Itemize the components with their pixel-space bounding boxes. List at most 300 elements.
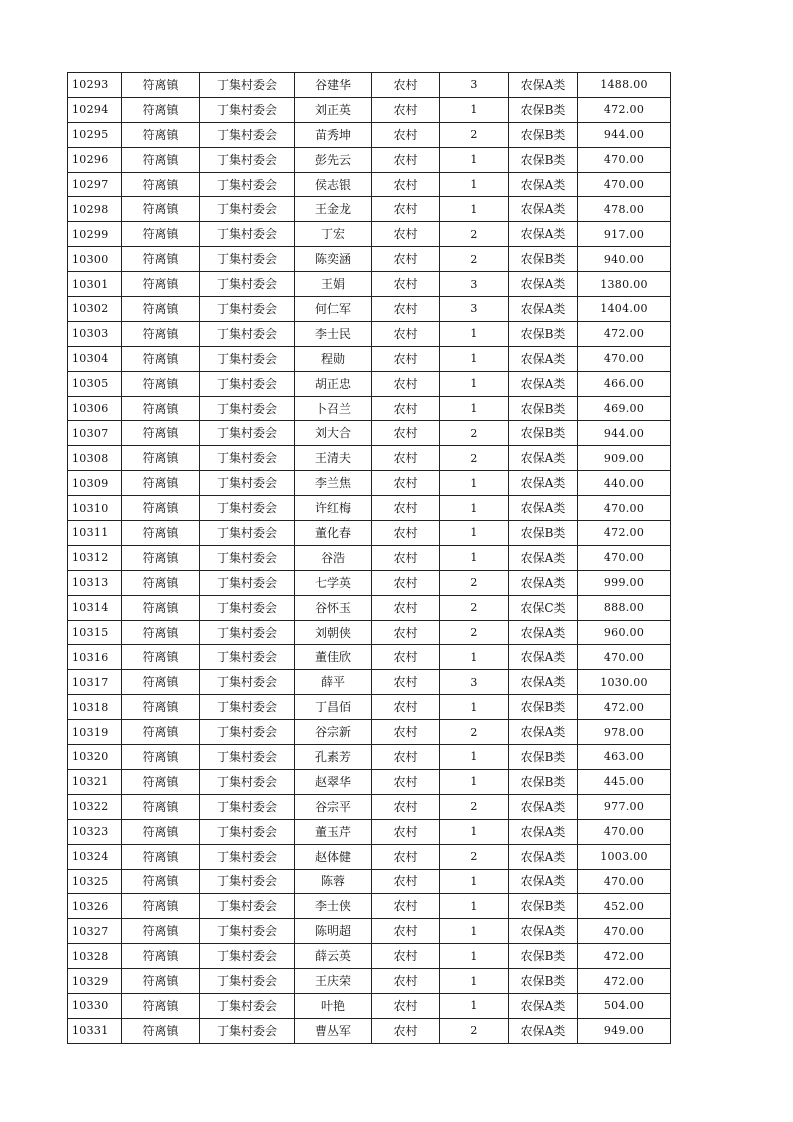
record-id-cell: 10317 (68, 670, 122, 695)
table-row (68, 645, 671, 670)
insurance-category-cell: 农保A类 (509, 297, 578, 322)
insurance-category-cell: 农保A类 (509, 869, 578, 894)
member-count-cell: 1 (440, 396, 509, 421)
record-id-cell: 10315 (68, 620, 122, 645)
village-committee-cell: 丁集村委会 (200, 122, 295, 147)
village-committee-cell: 丁集村委会 (200, 645, 295, 670)
member-count-cell: 1 (440, 321, 509, 346)
household-type-cell: 农村 (372, 73, 440, 98)
amount-cell: 978.00 (578, 720, 671, 745)
amount-cell: 478.00 (578, 197, 671, 222)
amount-cell: 472.00 (578, 944, 671, 969)
town-cell: 符离镇 (122, 321, 200, 346)
name-cell: 何仁军 (295, 297, 372, 322)
town-cell: 符离镇 (122, 371, 200, 396)
insurance-category-cell: 农保B类 (509, 944, 578, 969)
table-row (68, 993, 671, 1018)
name-cell: 彭先云 (295, 147, 372, 172)
member-count-cell: 1 (440, 97, 509, 122)
insurance-category-cell: 农保B类 (509, 396, 578, 421)
household-type-cell: 农村 (372, 794, 440, 819)
amount-cell: 466.00 (578, 371, 671, 396)
insurance-category-cell: 农保A类 (509, 570, 578, 595)
insurance-category-cell: 农保B类 (509, 147, 578, 172)
name-cell: 谷建华 (295, 73, 372, 98)
member-count-cell: 1 (440, 969, 509, 994)
record-id-cell: 10300 (68, 247, 122, 272)
table-row (68, 545, 671, 570)
amount-cell: 472.00 (578, 695, 671, 720)
household-type-cell: 农村 (372, 396, 440, 421)
record-id-cell: 10329 (68, 969, 122, 994)
household-type-cell: 农村 (372, 769, 440, 794)
village-committee-cell: 丁集村委会 (200, 944, 295, 969)
village-committee-cell: 丁集村委会 (200, 521, 295, 546)
member-count-cell: 1 (440, 894, 509, 919)
table-row (68, 570, 671, 595)
town-cell: 符离镇 (122, 919, 200, 944)
village-committee-cell: 丁集村委会 (200, 819, 295, 844)
name-cell: 王娟 (295, 272, 372, 297)
household-type-cell: 农村 (372, 147, 440, 172)
insurance-category-cell: 农保B类 (509, 321, 578, 346)
member-count-cell: 1 (440, 172, 509, 197)
amount-cell: 472.00 (578, 97, 671, 122)
household-type-cell: 农村 (372, 993, 440, 1018)
table-row (68, 720, 671, 745)
town-cell: 符离镇 (122, 769, 200, 794)
record-id-cell: 10295 (68, 122, 122, 147)
town-cell: 符离镇 (122, 421, 200, 446)
table-row (68, 670, 671, 695)
village-committee-cell: 丁集村委会 (200, 844, 295, 869)
name-cell: 叶艳 (295, 993, 372, 1018)
village-committee-cell: 丁集村委会 (200, 446, 295, 471)
household-type-cell: 农村 (372, 670, 440, 695)
town-cell: 符离镇 (122, 222, 200, 247)
record-id-cell: 10296 (68, 147, 122, 172)
town-cell: 符离镇 (122, 720, 200, 745)
town-cell: 符离镇 (122, 172, 200, 197)
record-id-cell: 10304 (68, 346, 122, 371)
insurance-category-cell: 农保A类 (509, 993, 578, 1018)
village-committee-cell: 丁集村委会 (200, 620, 295, 645)
town-cell: 符离镇 (122, 147, 200, 172)
beneficiary-table (67, 72, 671, 1044)
name-cell: 曹丛军 (295, 1018, 372, 1043)
village-committee-cell: 丁集村委会 (200, 73, 295, 98)
town-cell: 符离镇 (122, 446, 200, 471)
record-id-cell: 10303 (68, 321, 122, 346)
name-cell: 苗秀坤 (295, 122, 372, 147)
table-row (68, 147, 671, 172)
table-row (68, 844, 671, 869)
insurance-category-cell: 农保A类 (509, 197, 578, 222)
table-row (68, 745, 671, 770)
household-type-cell: 农村 (372, 545, 440, 570)
member-count-cell: 2 (440, 570, 509, 595)
insurance-category-cell: 农保A类 (509, 545, 578, 570)
table-row (68, 197, 671, 222)
name-cell: 许红梅 (295, 496, 372, 521)
member-count-cell: 1 (440, 197, 509, 222)
household-type-cell: 农村 (372, 894, 440, 919)
record-id-cell: 10326 (68, 894, 122, 919)
village-committee-cell: 丁集村委会 (200, 794, 295, 819)
insurance-category-cell: 农保A类 (509, 720, 578, 745)
insurance-category-cell: 农保A类 (509, 471, 578, 496)
amount-cell: 960.00 (578, 620, 671, 645)
record-id-cell: 10324 (68, 844, 122, 869)
table-row (68, 321, 671, 346)
record-id-cell: 10312 (68, 545, 122, 570)
amount-cell: 472.00 (578, 321, 671, 346)
table-row (68, 122, 671, 147)
village-committee-cell: 丁集村委会 (200, 197, 295, 222)
table-row (68, 371, 671, 396)
amount-cell: 999.00 (578, 570, 671, 595)
record-id-cell: 10310 (68, 496, 122, 521)
table-row (68, 73, 671, 98)
amount-cell: 470.00 (578, 496, 671, 521)
insurance-category-cell: 农保A类 (509, 371, 578, 396)
household-type-cell: 农村 (372, 1018, 440, 1043)
town-cell: 符离镇 (122, 894, 200, 919)
amount-cell: 944.00 (578, 122, 671, 147)
record-id-cell: 10308 (68, 446, 122, 471)
village-committee-cell: 丁集村委会 (200, 421, 295, 446)
village-committee-cell: 丁集村委会 (200, 720, 295, 745)
table-row (68, 919, 671, 944)
member-count-cell: 1 (440, 521, 509, 546)
table-row (68, 97, 671, 122)
town-cell: 符离镇 (122, 471, 200, 496)
insurance-category-cell: 农保B类 (509, 421, 578, 446)
record-id-cell: 10323 (68, 819, 122, 844)
household-type-cell: 农村 (372, 745, 440, 770)
name-cell: 程勋 (295, 346, 372, 371)
record-id-cell: 10313 (68, 570, 122, 595)
household-type-cell: 农村 (372, 720, 440, 745)
member-count-cell: 3 (440, 73, 509, 98)
name-cell: 李兰焦 (295, 471, 372, 496)
insurance-category-cell: 农保B类 (509, 894, 578, 919)
record-id-cell: 10309 (68, 471, 122, 496)
household-type-cell: 农村 (372, 521, 440, 546)
member-count-cell: 2 (440, 421, 509, 446)
amount-cell: 470.00 (578, 645, 671, 670)
town-cell: 符离镇 (122, 819, 200, 844)
insurance-category-cell: 农保A类 (509, 819, 578, 844)
table-row (68, 769, 671, 794)
name-cell: 陈明超 (295, 919, 372, 944)
record-id-cell: 10298 (68, 197, 122, 222)
table-row (68, 496, 671, 521)
insurance-category-cell: 农保A类 (509, 844, 578, 869)
table-row (68, 794, 671, 819)
record-id-cell: 10325 (68, 869, 122, 894)
amount-cell: 463.00 (578, 745, 671, 770)
name-cell: 侯志银 (295, 172, 372, 197)
member-count-cell: 2 (440, 1018, 509, 1043)
name-cell: 谷浩 (295, 545, 372, 570)
household-type-cell: 农村 (372, 371, 440, 396)
table-row (68, 222, 671, 247)
name-cell: 胡正忠 (295, 371, 372, 396)
name-cell: 七学英 (295, 570, 372, 595)
village-committee-cell: 丁集村委会 (200, 769, 295, 794)
amount-cell: 917.00 (578, 222, 671, 247)
record-id-cell: 10320 (68, 745, 122, 770)
village-committee-cell: 丁集村委会 (200, 695, 295, 720)
household-type-cell: 农村 (372, 321, 440, 346)
town-cell: 符离镇 (122, 272, 200, 297)
amount-cell: 1380.00 (578, 272, 671, 297)
village-committee-cell: 丁集村委会 (200, 919, 295, 944)
table-row (68, 172, 671, 197)
insurance-category-cell: 农保A类 (509, 496, 578, 521)
amount-cell: 944.00 (578, 421, 671, 446)
record-id-cell: 10327 (68, 919, 122, 944)
member-count-cell: 2 (440, 222, 509, 247)
household-type-cell: 农村 (372, 471, 440, 496)
village-committee-cell: 丁集村委会 (200, 471, 295, 496)
town-cell: 符离镇 (122, 1018, 200, 1043)
table-row (68, 521, 671, 546)
record-id-cell: 10305 (68, 371, 122, 396)
name-cell: 王金龙 (295, 197, 372, 222)
member-count-cell: 1 (440, 944, 509, 969)
member-count-cell: 1 (440, 819, 509, 844)
amount-cell: 445.00 (578, 769, 671, 794)
town-cell: 符离镇 (122, 944, 200, 969)
amount-cell: 472.00 (578, 969, 671, 994)
household-type-cell: 农村 (372, 695, 440, 720)
name-cell: 李士侠 (295, 894, 372, 919)
town-cell: 符离镇 (122, 197, 200, 222)
household-type-cell: 农村 (372, 222, 440, 247)
table-row (68, 620, 671, 645)
town-cell: 符离镇 (122, 122, 200, 147)
village-committee-cell: 丁集村委会 (200, 371, 295, 396)
insurance-category-cell: 农保B类 (509, 122, 578, 147)
insurance-category-cell: 农保A类 (509, 919, 578, 944)
town-cell: 符离镇 (122, 346, 200, 371)
household-type-cell: 农村 (372, 620, 440, 645)
household-type-cell: 农村 (372, 969, 440, 994)
table-row (68, 297, 671, 322)
insurance-category-cell: 农保A类 (509, 172, 578, 197)
amount-cell: 472.00 (578, 521, 671, 546)
table-row (68, 595, 671, 620)
town-cell: 符离镇 (122, 794, 200, 819)
insurance-category-cell: 农保A类 (509, 645, 578, 670)
household-type-cell: 农村 (372, 844, 440, 869)
member-count-cell: 2 (440, 595, 509, 620)
village-committee-cell: 丁集村委会 (200, 222, 295, 247)
member-count-cell: 2 (440, 122, 509, 147)
village-committee-cell: 丁集村委会 (200, 894, 295, 919)
name-cell: 赵翠华 (295, 769, 372, 794)
member-count-cell: 1 (440, 769, 509, 794)
town-cell: 符离镇 (122, 496, 200, 521)
name-cell: 谷宗平 (295, 794, 372, 819)
town-cell: 符离镇 (122, 645, 200, 670)
name-cell: 赵体健 (295, 844, 372, 869)
town-cell: 符离镇 (122, 570, 200, 595)
member-count-cell: 1 (440, 545, 509, 570)
insurance-category-cell: 农保A类 (509, 794, 578, 819)
name-cell: 卜召兰 (295, 396, 372, 421)
insurance-category-cell: 农保B类 (509, 745, 578, 770)
insurance-category-cell: 农保B类 (509, 969, 578, 994)
record-id-cell: 10306 (68, 396, 122, 421)
town-cell: 符离镇 (122, 297, 200, 322)
record-id-cell: 10319 (68, 720, 122, 745)
household-type-cell: 农村 (372, 645, 440, 670)
village-committee-cell: 丁集村委会 (200, 396, 295, 421)
amount-cell: 470.00 (578, 545, 671, 570)
table-row (68, 471, 671, 496)
amount-cell: 888.00 (578, 595, 671, 620)
record-id-cell: 10311 (68, 521, 122, 546)
name-cell: 谷宗新 (295, 720, 372, 745)
village-committee-cell: 丁集村委会 (200, 321, 295, 346)
name-cell: 刘大合 (295, 421, 372, 446)
name-cell: 董玉芹 (295, 819, 372, 844)
amount-cell: 1488.00 (578, 73, 671, 98)
village-committee-cell: 丁集村委会 (200, 570, 295, 595)
village-committee-cell: 丁集村委会 (200, 297, 295, 322)
household-type-cell: 农村 (372, 421, 440, 446)
record-id-cell: 10328 (68, 944, 122, 969)
record-id-cell: 10297 (68, 172, 122, 197)
town-cell: 符离镇 (122, 695, 200, 720)
table-row (68, 944, 671, 969)
village-committee-cell: 丁集村委会 (200, 745, 295, 770)
record-id-cell: 10293 (68, 73, 122, 98)
amount-cell: 470.00 (578, 346, 671, 371)
village-committee-cell: 丁集村委会 (200, 496, 295, 521)
insurance-category-cell: 农保B类 (509, 97, 578, 122)
insurance-category-cell: 农保B类 (509, 247, 578, 272)
village-committee-cell: 丁集村委会 (200, 1018, 295, 1043)
name-cell: 丁宏 (295, 222, 372, 247)
member-count-cell: 1 (440, 869, 509, 894)
member-count-cell: 3 (440, 297, 509, 322)
insurance-category-cell: 农保B类 (509, 769, 578, 794)
town-cell: 符离镇 (122, 595, 200, 620)
record-id-cell: 10302 (68, 297, 122, 322)
household-type-cell: 农村 (372, 247, 440, 272)
town-cell: 符离镇 (122, 993, 200, 1018)
amount-cell: 452.00 (578, 894, 671, 919)
household-type-cell: 农村 (372, 97, 440, 122)
member-count-cell: 1 (440, 471, 509, 496)
name-cell: 王清夫 (295, 446, 372, 471)
village-committee-cell: 丁集村委会 (200, 346, 295, 371)
village-committee-cell: 丁集村委会 (200, 969, 295, 994)
table-row (68, 1018, 671, 1043)
amount-cell: 909.00 (578, 446, 671, 471)
town-cell: 符离镇 (122, 73, 200, 98)
household-type-cell: 农村 (372, 496, 440, 521)
town-cell: 符离镇 (122, 620, 200, 645)
amount-cell: 470.00 (578, 147, 671, 172)
table-body (68, 73, 671, 1044)
town-cell: 符离镇 (122, 869, 200, 894)
record-id-cell: 10330 (68, 993, 122, 1018)
member-count-cell: 3 (440, 272, 509, 297)
insurance-category-cell: 农保A类 (509, 670, 578, 695)
insurance-category-cell: 农保A类 (509, 1018, 578, 1043)
member-count-cell: 2 (440, 247, 509, 272)
record-id-cell: 10307 (68, 421, 122, 446)
town-cell: 符离镇 (122, 396, 200, 421)
village-committee-cell: 丁集村委会 (200, 172, 295, 197)
insurance-category-cell: 农保B类 (509, 521, 578, 546)
table-row (68, 695, 671, 720)
member-count-cell: 2 (440, 446, 509, 471)
member-count-cell: 3 (440, 670, 509, 695)
household-type-cell: 农村 (372, 272, 440, 297)
household-type-cell: 农村 (372, 595, 440, 620)
amount-cell: 470.00 (578, 869, 671, 894)
amount-cell: 977.00 (578, 794, 671, 819)
town-cell: 符离镇 (122, 545, 200, 570)
insurance-category-cell: 农保A类 (509, 446, 578, 471)
member-count-cell: 1 (440, 371, 509, 396)
name-cell: 王庆荣 (295, 969, 372, 994)
amount-cell: 949.00 (578, 1018, 671, 1043)
village-committee-cell: 丁集村委会 (200, 97, 295, 122)
insurance-category-cell: 农保C类 (509, 595, 578, 620)
town-cell: 符离镇 (122, 247, 200, 272)
table-row (68, 446, 671, 471)
town-cell: 符离镇 (122, 969, 200, 994)
amount-cell: 1003.00 (578, 844, 671, 869)
household-type-cell: 农村 (372, 297, 440, 322)
table-row (68, 247, 671, 272)
village-committee-cell: 丁集村委会 (200, 869, 295, 894)
name-cell: 谷怀玉 (295, 595, 372, 620)
table-row (68, 869, 671, 894)
household-type-cell: 农村 (372, 819, 440, 844)
insurance-category-cell: 农保A类 (509, 222, 578, 247)
name-cell: 李士民 (295, 321, 372, 346)
record-id-cell: 10301 (68, 272, 122, 297)
record-id-cell: 10299 (68, 222, 122, 247)
amount-cell: 1404.00 (578, 297, 671, 322)
household-type-cell: 农村 (372, 446, 440, 471)
member-count-cell: 1 (440, 993, 509, 1018)
amount-cell: 470.00 (578, 919, 671, 944)
name-cell: 陈奕涵 (295, 247, 372, 272)
table-row (68, 969, 671, 994)
name-cell: 薛平 (295, 670, 372, 695)
record-id-cell: 10314 (68, 595, 122, 620)
household-type-cell: 农村 (372, 869, 440, 894)
town-cell: 符离镇 (122, 97, 200, 122)
household-type-cell: 农村 (372, 172, 440, 197)
record-id-cell: 10322 (68, 794, 122, 819)
member-count-cell: 2 (440, 844, 509, 869)
name-cell: 薛云英 (295, 944, 372, 969)
insurance-category-cell: 农保A类 (509, 620, 578, 645)
name-cell: 陈蓉 (295, 869, 372, 894)
member-count-cell: 1 (440, 745, 509, 770)
record-id-cell: 10316 (68, 645, 122, 670)
